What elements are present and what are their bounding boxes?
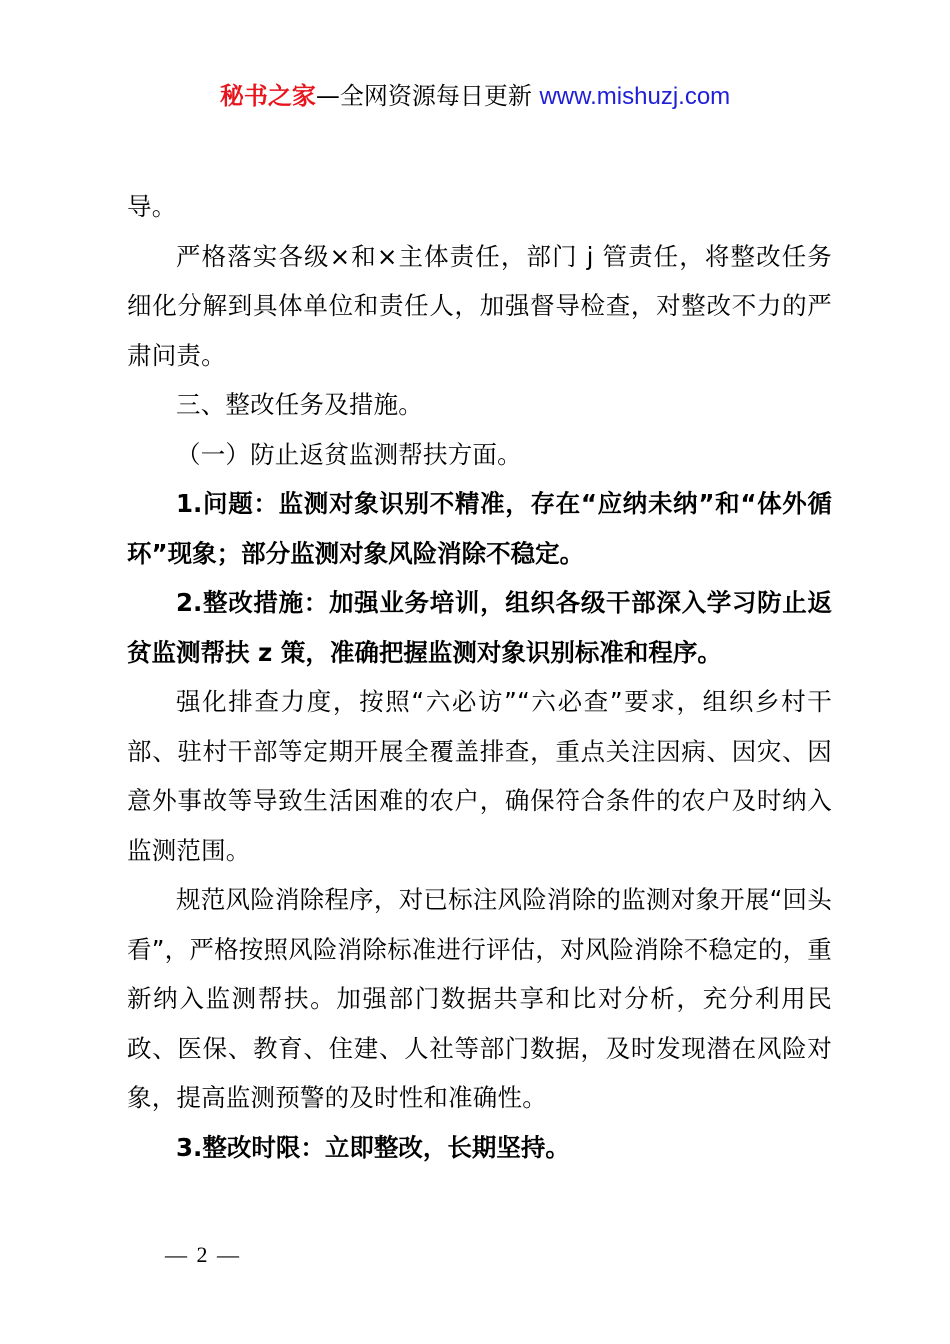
paragraph-responsibility: 严格落实各级×和×主体责任，部门 j 管责任，将整改任务细化分解到具体单位和责任人，加强督导检查，对整改不力的严肃问责。 <box>127 241 832 370</box>
paragraph-investigation: 强化排查力度，按照“六必访”“六必查”要求，组织乡村干部、驻村干部等定期开展全覆盖排查，重点关注因病、因灾、因意外事故等导致生活困难的农户，确保符合条件的农户及时纳入监测范围。 <box>127 687 832 865</box>
site-url-link[interactable]: www.mishuzj.com <box>539 83 731 110</box>
item-problem: 1.问题：监测对象识别不精准，存在“应纳未纳”和“体外循环”现象；部分监测对象风险消除不稳定。 <box>127 489 832 568</box>
page-number: — 2 — <box>165 1242 241 1267</box>
document-body <box>127 182 832 1172</box>
subsection-heading-monitoring: （一）防止返贫监测帮扶方面。 <box>176 439 522 469</box>
site-header <box>0 80 950 113</box>
item-deadline: 3.整改时限：立即整改，长期坚持。 <box>176 1132 570 1162</box>
paragraph-continuation: 导。 <box>127 192 177 221</box>
paragraph-risk-elimination: 规范风险消除程序，对已标注风险消除的监测对象开展“回头看”，严格按照风险消除标准进行评估，对风险消除不稳定的，重新纳入监测帮扶。加强部门数据共享和比对分析，充分利用民政、医保、教育、住建、人社等部门数据，及时发现潜在风险对象，提高监测预警的及时性和准确性。 <box>127 885 832 1112</box>
item-measures: 2.整改措施：加强业务培训，组织各级干部深入学习防止返贫监测帮扶 z 策，准确把握监测对象识别标准和程序。 <box>127 588 832 667</box>
site-brand: 秘书之家 <box>219 82 316 110</box>
site-tagline: —全网资源每日更新 <box>315 82 540 110</box>
section-heading-tasks: 三、整改任务及措施。 <box>176 390 423 419</box>
